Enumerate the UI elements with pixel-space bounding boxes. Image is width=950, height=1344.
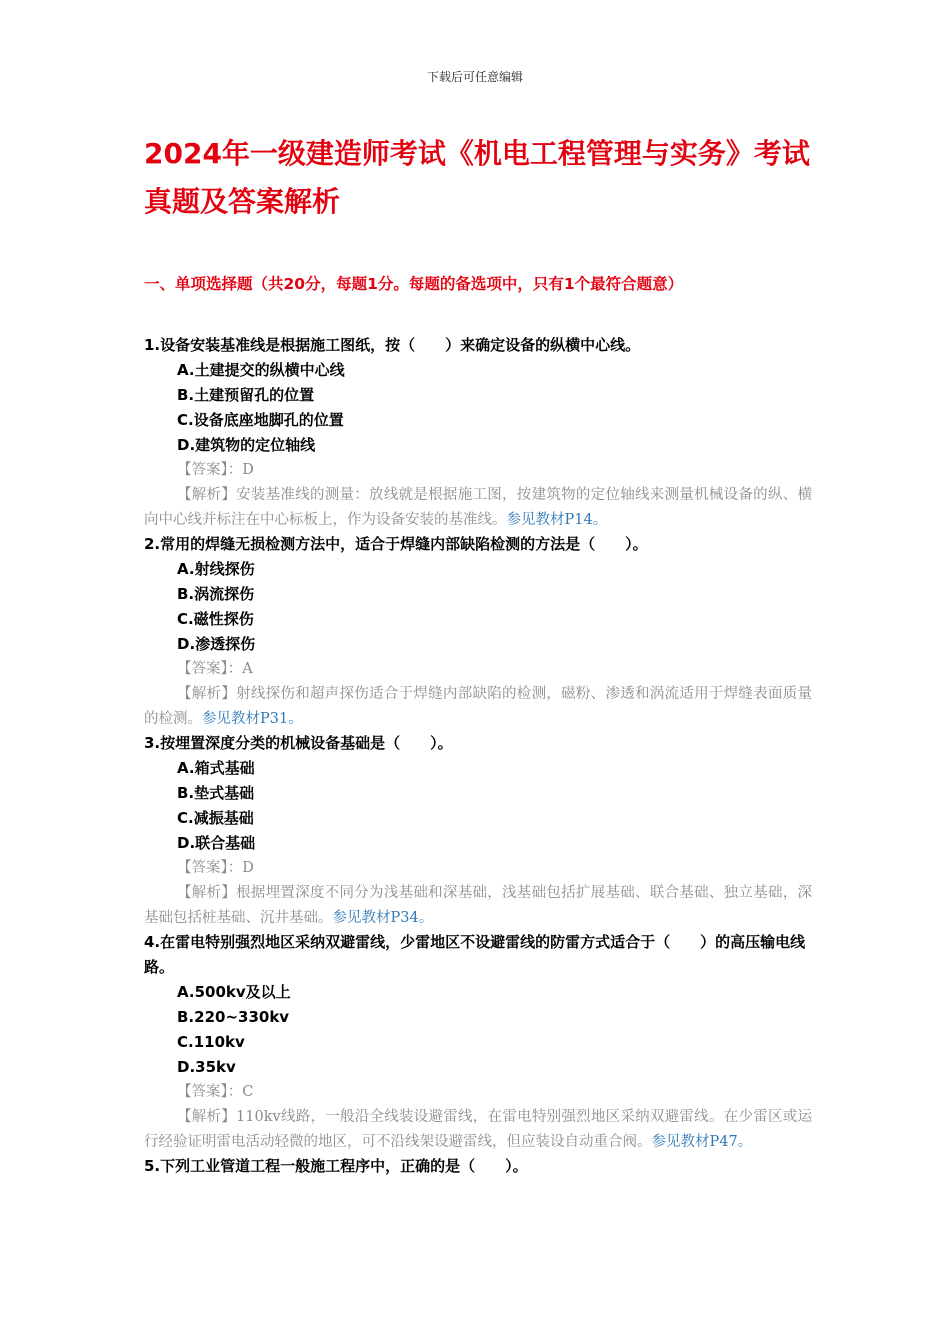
question-stem: 4.在雷电特别强烈地区采纳双避雷线，少雷地区不设避雷线的防雷方式适合于（ ）的高压输电线路。 (144, 933, 806, 976)
section-heading: 一、单项选择题（共20分，每题1分。每题的备选项中，只有1个最符合题意） (144, 275, 684, 293)
document-title: 2024年一级建造师考试《机电工程管理与实务》考试真题及答案解析 (144, 137, 810, 218)
option-a: A.射线探伤 (177, 560, 255, 578)
question-stem: 5.下列工业管道工程一般施工程序中，正确的是（ ）。 (144, 1157, 528, 1175)
page-header: 下载后可任意编辑 (426, 70, 523, 84)
explanation-text: 【解析】根据埋置深度不同分为浅基础和深基础，浅基础包括扩展基础、联合基础、独立基础，深基础包括桩基础、沉井基础。 (144, 885, 812, 926)
question-block (144, 1154, 812, 1179)
option-b: B.垫式基础 (177, 784, 255, 802)
question-block (144, 532, 812, 731)
explanation (144, 483, 812, 532)
option-d: D.35kv (177, 1058, 236, 1076)
option-b: B.涡流探伤 (177, 585, 255, 603)
option-c: C.磁性探伤 (177, 610, 254, 628)
question-block (144, 333, 812, 532)
answer: 【答案】：C (177, 1084, 254, 1100)
option-a: A.土建提交的纵横中心线 (177, 361, 345, 379)
option-a: A.500kv及以上 (177, 983, 291, 1001)
question-stem: 3.按埋置深度分类的机械设备基础是（ ）。 (144, 734, 453, 752)
textbook-reference: 参见教材P31。 (202, 710, 303, 727)
answer: 【答案】：D (177, 860, 254, 876)
answer: 【答案】：A (177, 661, 253, 677)
explanation (144, 881, 812, 930)
option-d: D.渗透探伤 (177, 635, 256, 653)
textbook-reference: 参见教材P47。 (651, 1133, 753, 1150)
option-c: C.减振基础 (177, 809, 254, 827)
option-c: C.110kv (177, 1033, 245, 1051)
explanation (144, 682, 812, 731)
explanation (144, 1105, 812, 1154)
explanation-text: 【解析】110kv线路，一般沿全线装设避雷线，在雷电特别强烈地区采纳双避雷线。在少雷区或运行经验证明雷电活动轻微的地区，可不沿线架设避雷线，但应装设自动重合阀。 (144, 1109, 812, 1150)
question-block (144, 930, 812, 1154)
question-stem: 1.设备安装基准线是根据施工图纸，按（ ）来确定设备的纵横中心线。 (144, 336, 641, 354)
question-stem: 2.常用的焊缝无损检测方法中，适合于焊缝内部缺陷检测的方法是（ ）。 (144, 535, 648, 553)
answer: 【答案】：D (177, 462, 254, 478)
option-c: C.设备底座地脚孔的位置 (177, 411, 344, 429)
option-d: D.联合基础 (177, 834, 256, 852)
option-d: D.建筑物的定位轴线 (177, 436, 316, 454)
textbook-reference: 参见教材P14。 (506, 511, 608, 528)
option-b: B.土建预留孔的位置 (177, 386, 315, 404)
option-a: A.箱式基础 (177, 759, 255, 777)
question-list (144, 333, 812, 1179)
question-block (144, 731, 812, 930)
textbook-reference: 参见教材P34。 (332, 909, 434, 926)
option-b: B.220~330kv (177, 1008, 290, 1026)
explanation-text: 【解析】安装基准线的测量：放线就是根据施工图，按建筑物的定位轴线来测量机械设备的纵、横向中心线并标注在中心标板上，作为设备安装的基准线。 (144, 487, 812, 528)
explanation-text: 【解析】射线探伤和超声探伤适合于焊缝内部缺陷的检测，磁粉、渗透和涡流适用于焊缝表面质量的检测。 (144, 686, 812, 727)
